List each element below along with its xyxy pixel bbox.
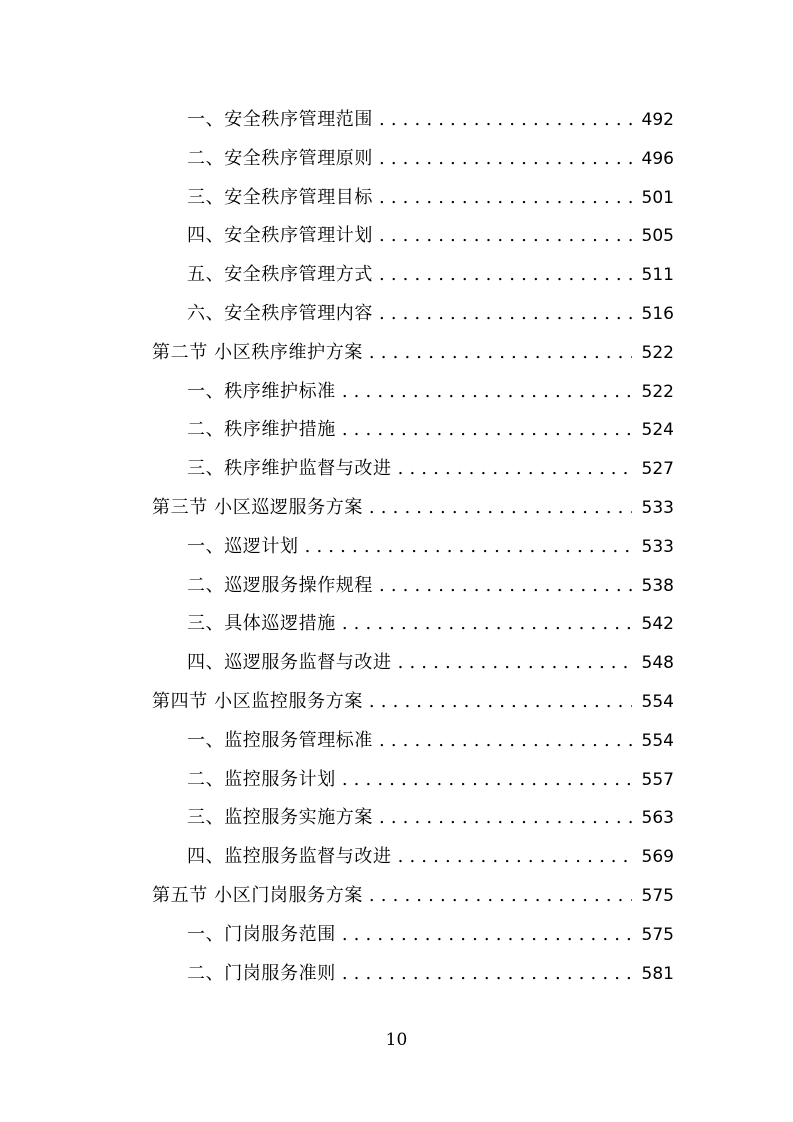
dot-leader [342, 373, 632, 412]
dot-leader [379, 217, 632, 256]
toc-section-entry[interactable] [0, 683, 793, 722]
toc-section-entry[interactable] [0, 877, 793, 916]
toc-entry-title: 三、安全秩序管理目标 [187, 186, 373, 208]
toc-entry[interactable] [0, 101, 793, 140]
toc-entry[interactable] [0, 217, 793, 256]
dot-leader [379, 295, 632, 334]
toc-entry-page: 527 [641, 459, 674, 480]
toc-entry-title: 二、巡逻服务操作规程 [187, 574, 373, 596]
dot-leader [305, 528, 632, 567]
dot-leader [342, 955, 632, 994]
page-number: 10 [385, 1030, 408, 1050]
dot-leader [379, 179, 632, 218]
toc-entry[interactable] [0, 644, 793, 683]
toc-entry[interactable] [0, 373, 793, 412]
toc-entry-page: 533 [641, 536, 674, 557]
toc-entry-title: 二、秩序维护措施 [187, 419, 336, 441]
toc-entry-title: 二、安全秩序管理原则 [187, 147, 373, 169]
dot-leader [398, 644, 632, 683]
toc-entry[interactable] [0, 528, 793, 567]
toc-entry-title: 一、监控服务管理标准 [187, 729, 373, 751]
toc-entry-page: 496 [641, 148, 674, 169]
toc-entry-page: 538 [641, 575, 674, 596]
dot-leader [398, 450, 632, 489]
toc-entry-page: 522 [641, 381, 674, 402]
toc-section-title: 第三节 小区巡逻服务方案 [152, 496, 363, 518]
toc-entry-title: 四、监控服务监督与改进 [187, 846, 392, 868]
toc-entry[interactable] [0, 916, 793, 955]
table-of-contents [0, 101, 793, 993]
toc-section-title: 第四节 小区监控服务方案 [152, 690, 363, 712]
toc-entry-title: 四、安全秩序管理计划 [187, 225, 373, 247]
toc-entry[interactable] [0, 605, 793, 644]
toc-entry-title: 二、门岗服务准则 [187, 962, 336, 984]
toc-entry-page: 563 [641, 808, 674, 829]
dot-leader [379, 567, 632, 606]
dot-leader [369, 683, 632, 722]
toc-entry-title: 二、监控服务计划 [187, 768, 336, 790]
dot-leader [369, 334, 632, 373]
toc-entry-title: 五、安全秩序管理方式 [187, 264, 373, 286]
toc-entry-page: 542 [641, 614, 674, 635]
dot-leader [379, 140, 632, 179]
toc-entry-page: 533 [641, 497, 674, 518]
toc-entry[interactable] [0, 761, 793, 800]
toc-entry-title: 一、巡逻计划 [187, 535, 299, 557]
toc-section-title: 第五节 小区门岗服务方案 [152, 884, 363, 906]
toc-entry-title: 六、安全秩序管理内容 [187, 302, 373, 324]
toc-section-entry[interactable] [0, 489, 793, 528]
toc-entry[interactable] [0, 411, 793, 450]
toc-entry-page: 492 [641, 110, 674, 130]
toc-entry[interactable] [0, 450, 793, 489]
toc-section-title: 第二节 小区秩序维护方案 [152, 341, 363, 363]
toc-entry-page: 524 [641, 420, 674, 441]
dot-leader [379, 256, 632, 295]
toc-entry-page: 501 [641, 187, 674, 208]
dot-leader [398, 838, 632, 877]
toc-entry[interactable] [0, 567, 793, 606]
toc-entry-page: 522 [641, 342, 674, 363]
toc-entry-title: 三、秩序维护监督与改进 [187, 458, 392, 480]
dot-leader [379, 799, 632, 838]
toc-entry-page: 575 [641, 924, 674, 945]
toc-entry-title: 一、门岗服务范围 [187, 923, 336, 945]
toc-entry[interactable] [0, 256, 793, 295]
toc-entry[interactable] [0, 179, 793, 218]
toc-entry-page: 554 [641, 730, 674, 751]
toc-entry[interactable] [0, 722, 793, 761]
toc-entry-title: 四、巡逻服务监督与改进 [187, 652, 392, 674]
toc-entry-page: 557 [641, 769, 674, 790]
dot-leader [379, 101, 632, 140]
dot-leader [342, 761, 632, 800]
toc-entry-page: 516 [641, 303, 674, 324]
dot-leader [342, 916, 632, 955]
toc-entry[interactable] [0, 799, 793, 838]
toc-entry-page: 505 [641, 226, 674, 247]
dot-leader [369, 489, 632, 528]
toc-section-entry[interactable] [0, 334, 793, 373]
toc-entry[interactable] [0, 140, 793, 179]
toc-entry-page: 548 [641, 653, 674, 674]
toc-entry-page: 581 [641, 963, 674, 984]
toc-entry-page: 575 [641, 885, 674, 906]
toc-entry-page: 511 [641, 265, 674, 286]
dot-leader [369, 877, 632, 916]
toc-entry[interactable] [0, 838, 793, 877]
toc-entry[interactable] [0, 295, 793, 334]
dot-leader [342, 411, 632, 450]
toc-entry-title: 一、秩序维护标准 [187, 380, 336, 402]
toc-entry-title: 一、安全秩序管理范围 [187, 109, 373, 130]
toc-entry-title: 三、监控服务实施方案 [187, 807, 373, 829]
toc-entry-page: 569 [641, 847, 674, 868]
dot-leader [379, 722, 632, 761]
toc-entry-page: 554 [641, 691, 674, 712]
toc-entry-title: 三、具体巡逻措施 [187, 613, 336, 635]
toc-entry[interactable] [0, 955, 793, 994]
dot-leader [342, 605, 632, 644]
